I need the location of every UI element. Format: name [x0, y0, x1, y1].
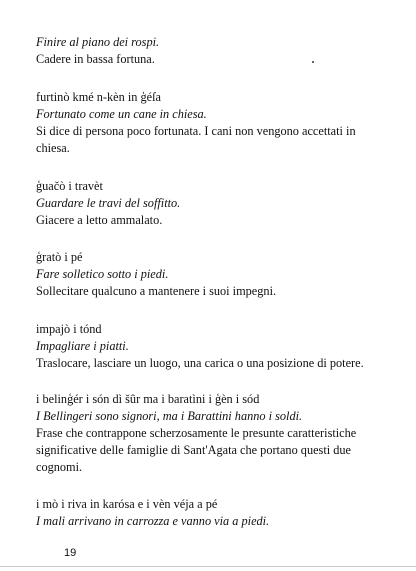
entry-dialect: i belinģér i són dì šûr ma i baratìni i ģèn i sód — [36, 392, 260, 406]
entry-explanation: Frase che contrappone scherzosamente le presunte caratteristiche — [36, 426, 357, 440]
entry-phrase: Finire al piano dei rospi. — [36, 35, 160, 49]
entry-explanation: chiesa. — [36, 141, 70, 155]
entry-translation: Fare solletico sotto i piedi. — [36, 267, 169, 281]
entry-4 — [36, 249, 381, 300]
entry-dialect: ģratò i pé — [36, 250, 83, 264]
entry-explanation: significative delle famiglie di Sant'Agata che portano questi due — [36, 443, 352, 457]
page-edge — [0, 566, 416, 567]
entry-explanation: Giacere a letto ammalato. — [36, 213, 163, 227]
entry-explanation: Sollecitare qualcuno a mantenere i suoi impegni. — [36, 284, 277, 298]
entry-translation: Guardare le travi del soffitto. — [36, 196, 181, 210]
entry-2 — [36, 89, 381, 157]
entry-5 — [36, 321, 381, 372]
entry-explanation: Traslocare, lasciare un luogo, una carica o una posizione di potere. — [36, 356, 364, 370]
entry-translation: Impagliare i piatti. — [36, 339, 129, 353]
entry-translation: I Bellingeri sono signori, ma i Barattini hanno i soldi. — [36, 409, 303, 423]
entry-1 — [36, 34, 381, 68]
entry-3 — [36, 178, 381, 229]
stray-mark — [312, 61, 314, 63]
entry-dialect: ģuačò i travèt — [36, 179, 103, 193]
entry-dialect: i mò i riva in karósa e i vèn véja a pé — [36, 497, 218, 511]
entry-translation: I mali arrivano in carrozza e vanno via a piedi. — [36, 514, 270, 528]
entry-explanation: cognomi. — [36, 460, 83, 474]
entry-explanation: Si dice di persona poco fortunata. I cani non vengono accettati in — [36, 124, 356, 138]
entry-dialect: impajò i tónd — [36, 322, 102, 336]
page-number: 19 — [64, 547, 77, 559]
entry-meaning: Cadere in bassa fortuna. — [36, 52, 155, 66]
entry-7 — [36, 496, 381, 530]
entry-6 — [36, 391, 381, 476]
entry-translation: Fortunato come un cane in chiesa. — [36, 107, 207, 121]
entry-dialect: furtinò kmé n-kèn in ģéſa — [36, 90, 161, 104]
